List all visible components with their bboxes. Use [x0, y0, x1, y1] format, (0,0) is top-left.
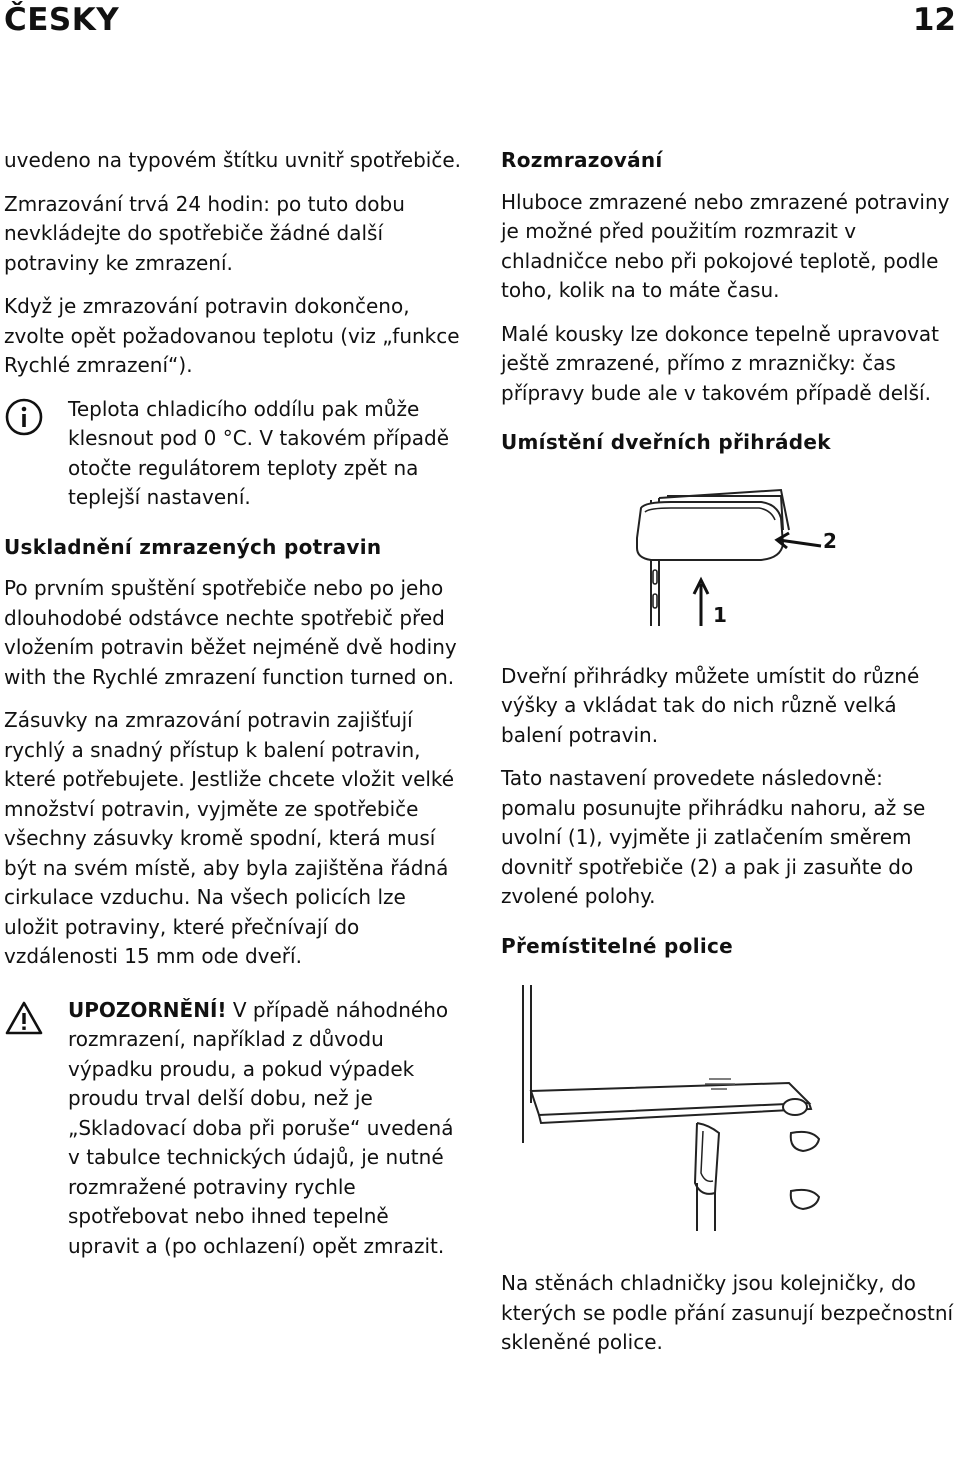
warning-note — [4, 996, 466, 1262]
section-title-door-shelves: Umístění dveřních přihrádek — [501, 430, 831, 454]
info-note-text: Teplota chladicího oddílu pak může klesnout pod 0 °C. V takovém případě otočte regulátorem teploty zpět na teplejší nastavení. — [68, 396, 450, 509]
section-title-frozen-storage: Uskladnění zmrazených potravin — [4, 534, 382, 559]
paragraph: uvedeno na typovém štítku uvnitř spotřebiče. — [4, 148, 461, 172]
info-icon — [4, 397, 44, 437]
right-column — [501, 146, 957, 1372]
section-title-removable-shelves: Přemístitelné police — [501, 933, 734, 958]
paragraph: Po prvním spuštění spotřebiče nebo po jeho dlouhodobé odstávce nechte spotřebič před vložením potravin běžet nejméně dvě hodiny with the Rychlé zmrazení function turned on. — [4, 576, 457, 689]
warning-icon — [4, 998, 44, 1038]
header-language: ČESKY — [4, 2, 120, 38]
page-number: 12 — [912, 2, 956, 38]
info-note — [4, 395, 466, 513]
paragraph: Zásuvky na zmrazování potravin zajišťují rychlý a snadný přístup k balení potravin, které potřebujete. Jestliže chcete vložit velké množství potravin, vyjměte ze spotřebiče všechny zásuvky kromě spodní, která musí být na svém místě, aby byla zajištěna řádná cirkulace vzduchu. Na všech policích lze uložit potraviny, které přečnívají do vzdálenosti 15 mm ode dveří. — [4, 708, 455, 968]
left-column — [4, 146, 466, 1277]
paragraph: Tato nastavení provedete následovně: pomalu posunujte přihrádku nahoru, až se uvolní (1), vyjměte ji zatlačením směrem dovnitř spotřebiče (2) a pak ji zasuňte do zvolené polohy. — [501, 766, 926, 908]
door-shelf-illustration — [631, 488, 841, 628]
paragraph: Když je zmrazování potravin dokončeno, zvolte opět požadovanou teplotu (viz „funkce Rychlé zmrazení“). — [4, 294, 460, 377]
figure-label-2: 2 — [823, 528, 837, 553]
paragraph: Na stěnách chladničky jsou kolejničky, do kterých se podle přání zasunují bezpečnostní skleněné police. — [501, 1271, 954, 1354]
warning-text: V případě náhodného rozmrazení, například z důvodu výpadku proudu, a pokud výpadek proudu trval delší dobu, než je „Skladovací doba při poruše“ uvedená v tabulce technických údajů, je nutné rozmražené potraviny rychle spotřebovat nebo ihned tepelně upravit a (po ochlazení) opět zmrazit. — [68, 997, 454, 1258]
warning-label: UPOZORNĚNÍ! — [68, 997, 227, 1022]
paragraph: Zmrazování trvá 24 hodin: po tuto dobu nevkládejte do spotřebiče žádné další potraviny ke zmrazení. — [4, 191, 405, 275]
glass-shelf-illustration — [519, 983, 849, 1233]
paragraph: Dveřní přihrádky můžete umístit do různé výšky a vkládat tak do nich různě velká balení potravin. — [501, 663, 920, 747]
section-title-defrosting: Rozmrazování — [501, 148, 663, 172]
figure-label-1: 1 — [713, 602, 727, 627]
paragraph: Malé kousky lze dokonce tepelně upravovat ještě zmrazené, přímo z mrazničky: čas přípravy bude ale v takovém případě delší. — [501, 321, 939, 405]
paragraph: Hluboce zmrazené nebo zmrazené potraviny je možné před použitím rozmrazit v chladničce nebo při pokojové teplotě, podle toho, kolik na to máte času. — [501, 189, 950, 302]
